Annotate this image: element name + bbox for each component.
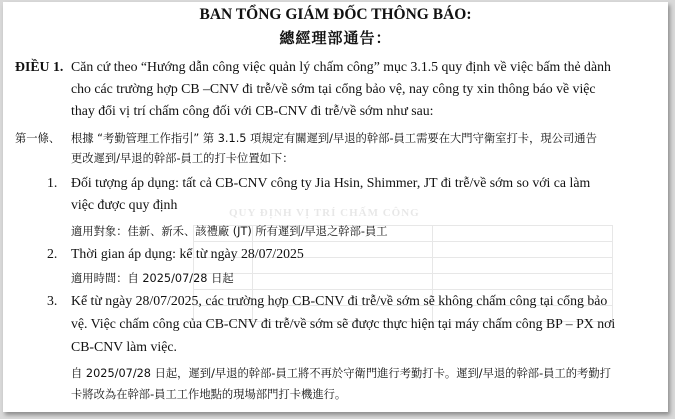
article-zh-line-1: 根據 “考勤管理工作指引” 第 3.1.5 項規定有關遲到/早退的幹部-員工需要在大門守衛室打卡，現公司通告 — [71, 132, 597, 145]
item-number: 1. — [47, 175, 58, 190]
article-vi-line-3: thay đổi vị trí chấm công đối với CB-CNV đi trễ/về sớm như sau: — [71, 103, 434, 118]
notice-page — [3, 2, 668, 412]
item-3-vi-line-2: vệ. Việc chấm công của CB-CNV đi trễ/về sớm sẽ được thực hiện tại máy chấm công BP – PX nơi — [71, 316, 616, 331]
item-3-vi-line-3: CB-CNV làm việc. — [71, 339, 177, 354]
item-2-zh-line-1: 適用時間：自 2025/07/28 日起 — [71, 272, 234, 285]
item-1-vi-line-2: việc được quy định — [71, 197, 178, 212]
show-through-heading: QUY ĐỊNH VỊ TRÍ CHẤM CÔNG — [229, 207, 420, 219]
title-chinese: 總經理部通告： — [279, 29, 392, 47]
article-label-vi: ĐIỀU 1. — [15, 59, 64, 74]
item-3-zh-line-1: 自 2025/07/28 日起，遲到/早退的幹部-員工將不再於守衛門進行考勤打卡。遲到/早退的幹部-員工的考勤打 — [71, 367, 611, 380]
item-1-zh-line-1: 適用對象：佳新、新禾、該禮廠 (JT) 所有遲到/早退之幹部-員工 — [71, 225, 388, 238]
item-number: 3. — [47, 293, 58, 308]
item-number: 2. — [47, 246, 58, 261]
article-vi-line-1: Căn cứ theo “Hướng dẫn công việc quản lý chấm công” mục 3.1.5 quy định về việc bấm thẻ dành — [71, 59, 611, 74]
item-2-vi-line-1: Thời gian áp dụng: kể từ ngày 28/07/2025 — [71, 246, 304, 261]
item-1-vi-line-1: Đối tượng áp dụng: tất cả CB-CNV công ty Jia Hsin, Shimmer, JT đi trễ/về sớm so với ca làm — [71, 175, 591, 190]
article-zh-line-2: 更改遲到/早退的幹部-員工的打卡位置如下： — [71, 152, 294, 165]
article-label-zh: 第一條、 — [15, 132, 61, 145]
item-3-vi-line-1: Kể từ ngày 28/07/2025, các trường hợp CB-CNV đi trễ/về sớm sẽ không chấm công tại cổng bảo — [71, 293, 608, 308]
item-3-zh-line-2: 卡將改為在幹部-員工工作地點的現場部門打卡機進行。 — [71, 388, 347, 401]
article-vi-line-2: cho các trường hợp CB –CNV đi trễ/về sớm tại cổng bảo vệ, nay công ty xin thông báo về việc — [71, 81, 596, 96]
title-vietnamese: BAN TỔNG GIÁM ĐỐC THÔNG BÁO: — [199, 6, 472, 23]
